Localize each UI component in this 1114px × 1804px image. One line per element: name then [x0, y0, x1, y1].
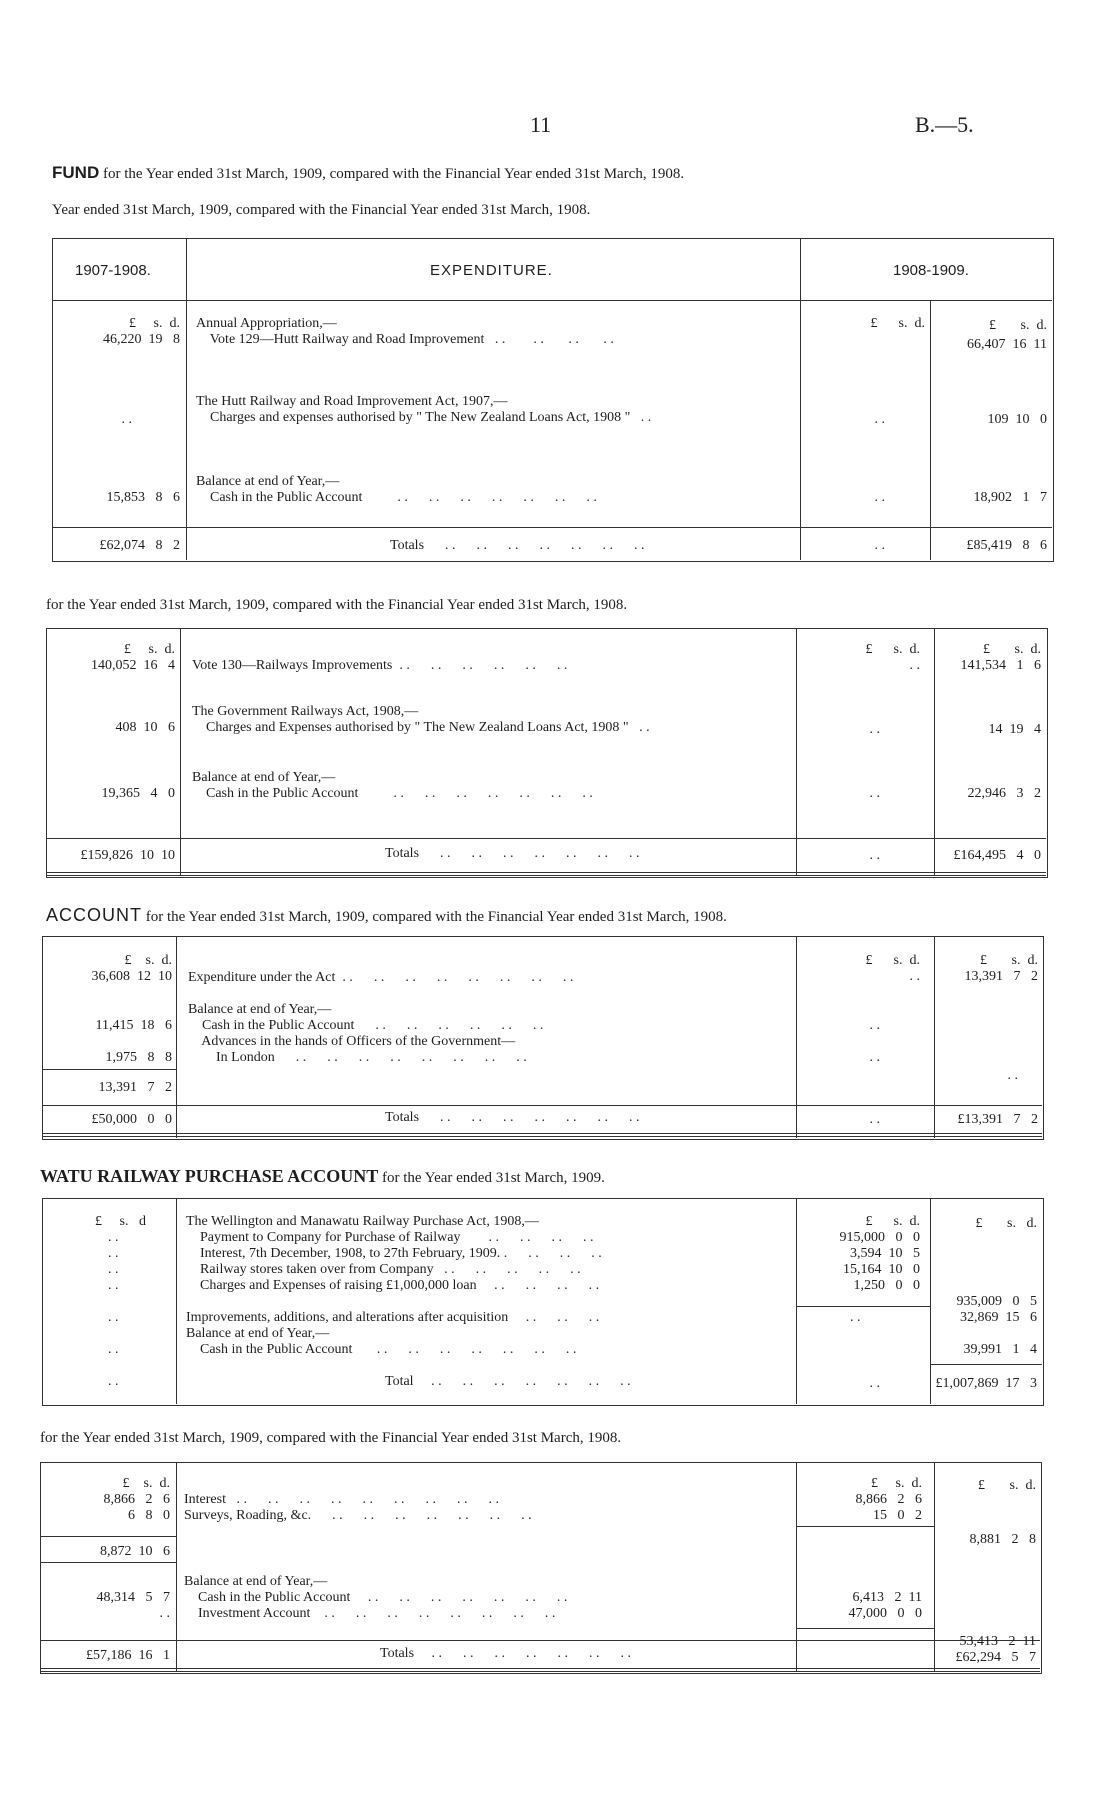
table-row: £62,294 5 7 [955, 1650, 1036, 1665]
table-row: . . [869, 1112, 880, 1127]
table-row: 19,365 4 0 [101, 786, 175, 801]
table-row: 32,869 15 6 39,991 1 4 [960, 1310, 1037, 1357]
table-row: £ s. d. 140,052 16 4 [91, 642, 175, 673]
table-row: £ s. d. . . [865, 953, 920, 984]
table-cell: . . [850, 1310, 861, 1325]
section1-subtitle: Year ended 31st March, 1909, compared with the Financial Year ended 31st March, 1908. [52, 202, 591, 218]
table-row: £ s. d. 8,866 2 6 6 8 0 [103, 1476, 170, 1523]
table-cell: 935,009 0 5 [956, 1294, 1037, 1309]
table-row: The Hutt Railway and Road Improvement Act, 1907,— Charges and expenses authorised by " The New Zealand Loans Act, 1908 " . . [196, 394, 652, 425]
table-row: Balance at end of Year,— Cash in the Public Account . . . . . . . . . . . . . . Investment Account . . . . . . . . . . . . . . . . [184, 1574, 568, 1621]
table-row: . . [874, 412, 885, 427]
table-row: The Government Railways Act, 1908,— Charges and Expenses authorised by " The New Zealand Loans Act, 1908 " . . [192, 704, 650, 735]
table-row: £ s. d. 13,391 7 2 [964, 953, 1038, 984]
table-row: £ s. d. 46,220 19 8 [103, 316, 180, 347]
table-row: 6,413 2 11 47,000 0 0 [848, 1590, 922, 1621]
table-row: . . [869, 722, 880, 737]
table-row: Totals . . . . . . . . . . . . . . [380, 1646, 632, 1661]
table-row: Annual Appropriation,— Vote 129—Hutt Railway and Road Improvement . . . . . . . . [196, 316, 614, 347]
table-cell: £ s. d [95, 1214, 146, 1229]
table-row: £ s. d. 915,000 0 0 3,594 10 5 15,164 10 0 1,250 0 0 [839, 1214, 920, 1293]
table-row: Vote 130—Railways Improvements . . . . . . . . . . . . [192, 658, 568, 673]
table-row: Totals . . . . . . . . . . . . . . [385, 1110, 640, 1125]
page-number: 11 [530, 112, 552, 137]
table-row: Balance at end of Year,— Cash in the Public Account . . . . . . . . . . . . Advances in the hands of Officers of the Government— In London . . . . . . . . . . . . . . . . [188, 1002, 544, 1065]
table-row: £ s. d. 8,866 2 6 15 0 2 [855, 1476, 922, 1523]
column-header-expenditure: EXPENDITURE. [430, 262, 553, 279]
table-row: Totals . . . . . . . . . . . . . . [390, 538, 645, 553]
table-row: . . . . [869, 1018, 880, 1065]
table-row: 8,881 2 8 [969, 1532, 1036, 1547]
column-header-1908: 1908-1909. [893, 262, 969, 279]
table-row: . . [874, 490, 885, 505]
table-row: 48,314 5 7 . . [96, 1590, 170, 1621]
table-cell: £ s. d. [975, 1216, 1037, 1231]
table-row: . . [121, 412, 132, 427]
table-row: 13,391 7 2 [98, 1080, 172, 1095]
table-row: 109 10 0 [987, 412, 1047, 427]
table-row: £ s. d. . . [865, 642, 920, 673]
section1-title: FUND for the Year ended 31st March, 1909, compared with the Financial Year ended 31st March, 1908. [52, 163, 685, 182]
section4-title: WATU RAILWAY PURCHASE ACCOUNT for the Year ended 31st March, 1909. [40, 1166, 605, 1186]
table-row: . . [874, 538, 885, 553]
page-code: B.—5. [915, 112, 974, 137]
column-header-1907: 1907-1908. [75, 262, 151, 279]
table-row: 11,415 18 6 1,975 8 8 [95, 1018, 172, 1065]
section2-title: for the Year ended 31st March, 1909, compared with the Financial Year ended 31st March, 1908. [46, 597, 628, 613]
table-row: . . [869, 848, 880, 863]
table-row: Expenditure under the Act . . . . . . . . . . . . . . . . [188, 970, 574, 985]
table-row: Balance at end of Year,— Cash in the Public Account . . . . . . . . . . . . . . [192, 770, 593, 801]
table-row: £ s. d. 66,407 16 11 [967, 318, 1047, 352]
table-row: 408 10 6 [115, 720, 175, 735]
table-row: £ s. d. [870, 316, 925, 331]
table-row: 15,853 8 6 [106, 490, 180, 505]
table-row: Improvements, additions, and alterations after acquisition . . . . . . Balance at end of Year,— Cash in the Public Account . . . . . . . . . . . . . . [186, 1310, 600, 1357]
table-row: Balance at end of Year,— Cash in the Public Account . . . . . . . . . . . . . . [196, 474, 597, 505]
table-row: £85,419 8 6 [966, 538, 1047, 553]
section5-title: for the Year ended 31st March, 1909, compared with the Financial Year ended 31st March, 1908. [40, 1430, 622, 1446]
table-row: 22,946 3 2 [967, 786, 1041, 801]
table-row: £159,826 10 10 [80, 848, 175, 863]
table-row: . . [869, 1376, 880, 1391]
table-row: The Wellington and Manawatu Railway Purchase Act, 1908,— Payment to Company for Purchase of Railway . . . . . . . . Interest, 7th December, 1908, to 27th February, 1909. . . . . . . . Railway stores taken over from Company . . . . . . . . . . Charges and Expenses of raising £1,000,000 loan . . . . . . . . [186, 1214, 602, 1293]
table-row: £13,391 7 2 [957, 1112, 1038, 1127]
section3-title: ACCOUNT for the Year ended 31st March, 1909, compared with the Financial Year ended 31st March, 1908. [46, 905, 727, 925]
table-row: 8,872 10 6 [100, 1544, 170, 1559]
table-row: Total . . . . . . . . . . . . . . [385, 1374, 631, 1389]
table-row: 53,413 2 11 [959, 1634, 1036, 1649]
table-row: 18,902 1 7 [973, 490, 1047, 505]
table-row: . . [1007, 1068, 1018, 1083]
table-row: 14 19 4 [988, 722, 1041, 737]
table-row: £1,007,869 17 3 [935, 1376, 1037, 1391]
table-row: £62,074 8 2 [99, 538, 180, 553]
table-row: Interest . . . . . . . . . . . . . . . . . . Surveys, Roading, &c. . . . . . . . . . . . . . . [184, 1492, 532, 1523]
table-row: Totals . . . . . . . . . . . . . . [385, 846, 640, 861]
table-cell: £ s. d. [978, 1478, 1036, 1493]
table-row: £57,186 16 1 [86, 1648, 170, 1663]
table-row: £50,000 0 0 [91, 1112, 172, 1127]
table-row: £164,495 4 0 [953, 848, 1041, 863]
table-row: . . [869, 786, 880, 801]
table-row: £ s. d. 36,608 12 10 [91, 953, 172, 984]
table-cell: . . . . . . . . . . . . . . [108, 1230, 119, 1389]
table-row: £ s. d. 141,534 1 6 [960, 642, 1041, 673]
